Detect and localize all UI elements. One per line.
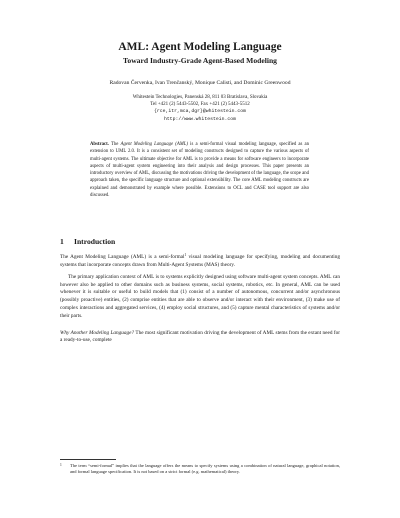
footnote-mark: 1 xyxy=(60,463,62,467)
paragraph-2: The primary application context of AML is to systems explicitly designed using software multi-agent system concepts. AML can however also be applied to other domains such as business systems, social systems, robotics, etc. In general, AML can be used whenever it is suitable or useful to build models that (1) consist of a number of autonomous, concurrent and/or asynchronous (possibly proactive) entities, (2) comprise entities that are able to observe and/or interact with their environment, (3) make use of complex interactions and aggregated services, (4) employ social structures, and (5) capture mental characteristics of systems and/or their parts. xyxy=(60,273,340,319)
paper-title: AML: Agent Modeling Language xyxy=(118,41,282,53)
section-number: 1 xyxy=(60,237,64,246)
abstract-text: is a semi-formal visual modeling language, specified as an extension to UML 2.0. It is a consistent set of modeling constructs designed to capture the various aspects of multi-agent systems. The ultimate objective for AML is to provide a means for software engineers to incorporate aspects of multi-agent system engineering into their analysis and design processes. This paper presents an introductory overview of AML, discussing the motivations driving the development of the language, the scope and approach taken, the specific language structure and optional extensibility. The core AML modeling constructs are explained and demonstrated by example where possible. Extensions to OCL and CASE tool support are also discussed. xyxy=(90,142,310,198)
affiliation-email: {rce,itr,mca,dgr}@whitestein.com xyxy=(153,109,247,115)
paragraph-3 xyxy=(60,330,340,346)
abstract-text-start: The xyxy=(111,142,121,147)
author-list: Radovan Červenka, Ivan Trenčanský, Monique Calisti, and Dominic Greenwood xyxy=(109,80,291,86)
footnote-rule xyxy=(60,459,116,460)
abstract-label: Abstract. xyxy=(90,142,109,147)
paragraph-1-end: visual modeling language for specifying, modeling and documenting systems that incorporate concepts drawn from Multi-Agent Systems (MAS) theory. xyxy=(60,254,340,268)
abstract-italic-term: Agent Modeling Language (AML) xyxy=(120,142,188,147)
affiliation-address: Whitestein Technologies, Panenská 28, 811 03 Bratislava, Slovakia xyxy=(132,95,268,100)
footnote xyxy=(60,462,340,476)
section-heading xyxy=(60,237,340,247)
paragraph-1-start: The Agent Modeling Language (AML) is a semi-formal xyxy=(60,254,185,260)
affiliation-phone: Tel +421 (2) 5443-5502, Fax +421 (2) 5443-5512 xyxy=(150,102,250,108)
footnote-text: The term “semi-formal” implies that the language offers the means to specify systems using a combination of natural language, graphical notation, and formal language specification. It is not based on a strict formal (e.g. mathematical) theory. xyxy=(70,463,340,475)
affiliation-block xyxy=(0,94,400,123)
paragraph-3-text: The most significant motivation driving the development of AML stems from the extant need for a ready-to-use, complete xyxy=(60,329,340,344)
section-title: Introduction xyxy=(74,237,116,246)
paragraph-1 xyxy=(60,254,340,270)
paper-subtitle: Toward Industry-Grade Agent-Based Modeling xyxy=(123,56,277,65)
footnote-ref[interactable]: 1 xyxy=(184,253,187,257)
affiliation-url[interactable]: http://www.whitestein.com xyxy=(164,116,236,122)
section-body xyxy=(60,254,340,349)
abstract xyxy=(90,141,309,199)
paragraph-3-lead: Why Another Modeling Language? xyxy=(60,329,135,336)
